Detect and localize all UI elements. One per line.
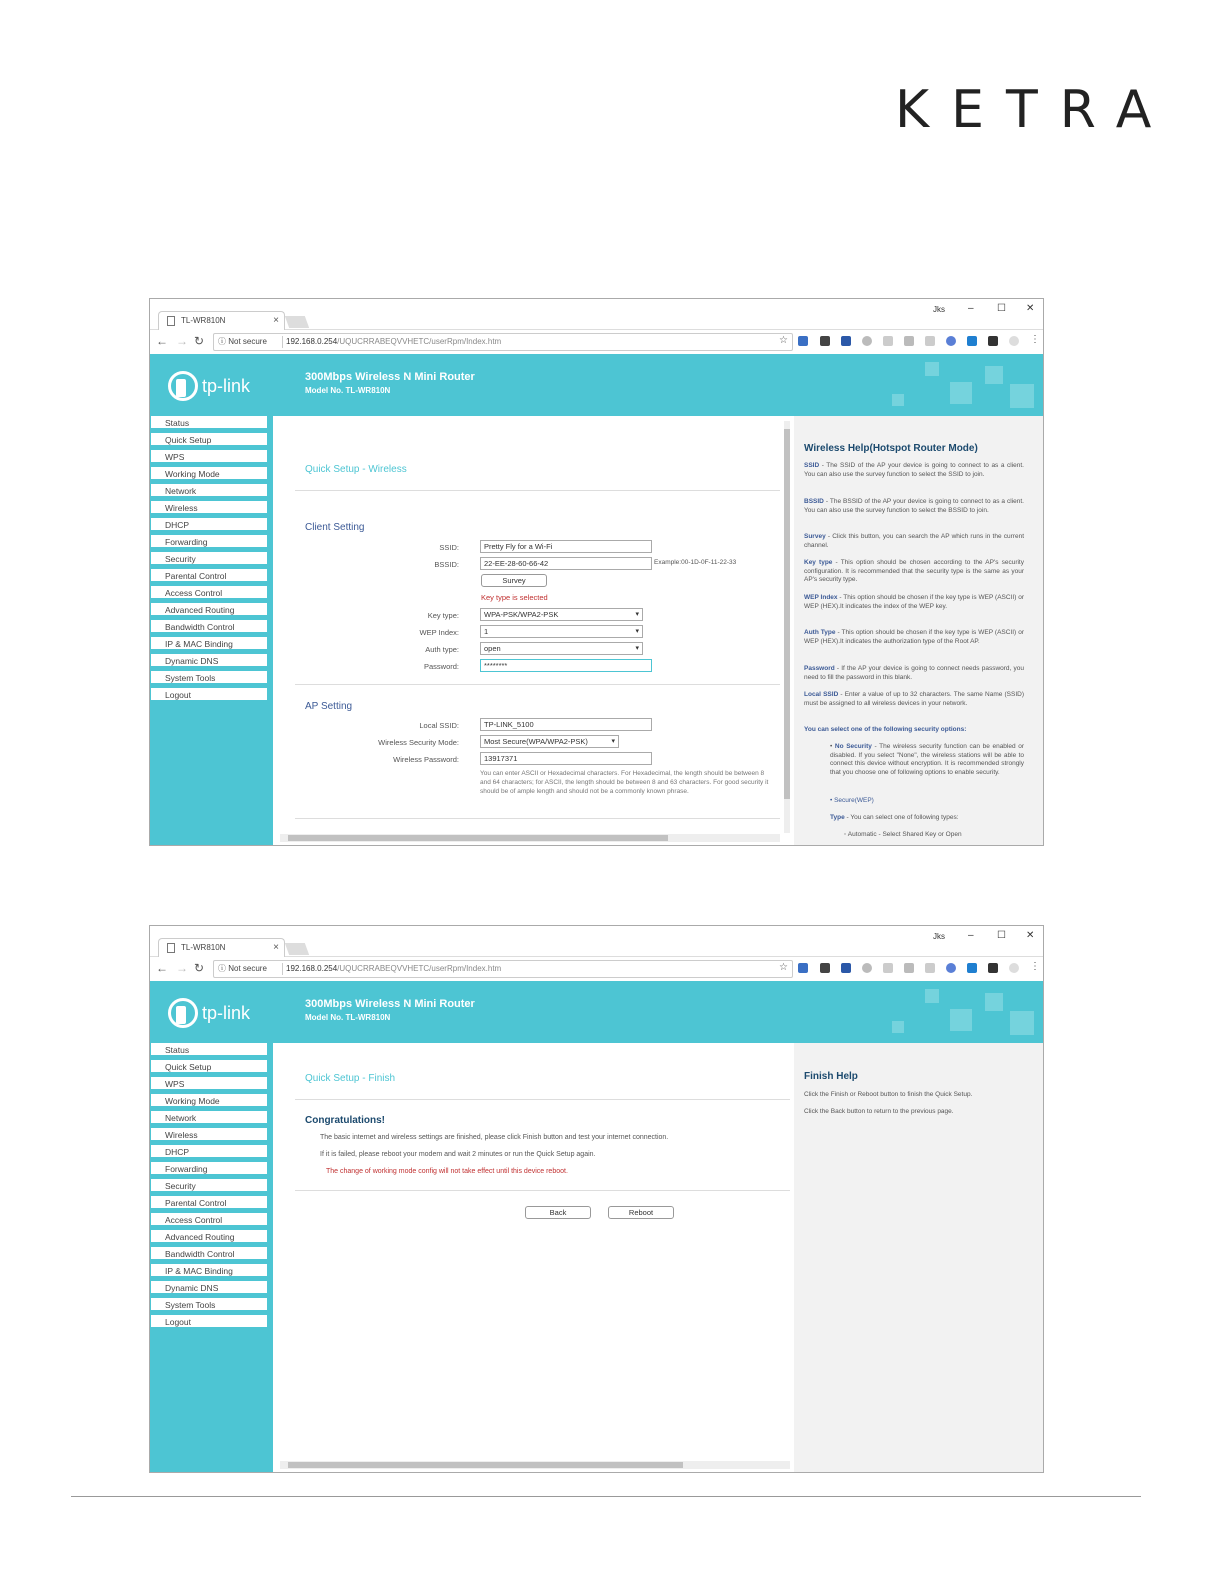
menu-item-security[interactable]: Security [151, 1179, 267, 1193]
user-name[interactable]: Jks [933, 305, 945, 314]
key-type-select[interactable] [480, 608, 643, 621]
router-model: Model No. TL-WR810N [305, 1013, 391, 1022]
main-vertical-scrollbar[interactable] [784, 421, 790, 833]
divider [295, 1190, 790, 1191]
extension-icon[interactable] [862, 336, 872, 346]
reload-icon[interactable]: ↻ [194, 334, 205, 348]
extension-icon[interactable] [925, 336, 935, 346]
help-secure-wep: • Secure(WEP) [830, 797, 874, 804]
url-text[interactable]: 192.168.0.254/UQUCRRABEQVVHETC/userRpm/Index.htm [286, 337, 502, 346]
extension-icon[interactable] [925, 963, 935, 973]
extension-icon[interactable] [967, 963, 977, 973]
extension-icon[interactable] [946, 963, 956, 973]
extension-icon[interactable] [883, 963, 893, 973]
maximize-icon[interactable]: ☐ [997, 303, 1006, 314]
not-secure-label[interactable]: ⓘ Not secure [218, 337, 267, 346]
survey-button[interactable]: Survey [481, 574, 547, 587]
logo-text: tp-link [202, 1003, 251, 1023]
extension-icon[interactable] [988, 963, 998, 973]
menu-item-dhcp[interactable]: DHCP [151, 518, 267, 532]
help-paragraph: Click the Back button to return to the previous page. [804, 1108, 954, 1115]
url-bar[interactable] [213, 333, 793, 351]
help-paragraph: Local SSID - Enter a value of up to 32 characters. The same Name (SSID) must be assigned to all wireless devices in your network. [804, 691, 1024, 707]
help-paragraph: Key type - This option should be chosen according to the AP's security configuration. It is recommended that the security type is the same as your AP's security type. [804, 559, 1024, 583]
wireless-security-mode-select[interactable] [480, 735, 619, 748]
extension-icon[interactable] [1009, 336, 1019, 346]
help-title: Wireless Help(Hotspot Router Mode) [804, 443, 978, 454]
menu-dots-icon[interactable]: ⋮ [1030, 961, 1040, 972]
new-tab-button[interactable] [285, 943, 309, 955]
help-options-heading: You can select one of the following security options: [804, 726, 967, 733]
banner-decoration [985, 993, 1003, 1011]
key-selected-note: Key type is selected [481, 593, 548, 602]
footer-divider [71, 1496, 1141, 1497]
minimize-icon[interactable]: – [968, 930, 974, 941]
extension-icon[interactable] [904, 963, 914, 973]
tp-link-logo-icon [168, 371, 198, 401]
menu-item-forwarding[interactable]: Forwarding [151, 535, 267, 549]
password-note: You can enter ASCII or Hexadecimal characters. For Hexadecimal, the length should be between 8 and 64 characters; for ASCII, the length should be between 8 and 63 characters. For good security it should be of ample length and should not be a commonly known phrase. [480, 770, 769, 795]
menu-item-security[interactable]: Security [151, 552, 267, 566]
tab-title: TL-WR810N [181, 316, 226, 325]
not-secure-label[interactable]: ⓘ Not secure [218, 964, 267, 973]
help-paragraph: WEP Index - This option should be chosen if the key type is WEP (ASCII) or WEP (HEX).It indicates the index of the WEP key. [804, 594, 1024, 610]
logo-text: tp-link [202, 376, 251, 396]
help-panel [794, 1043, 1043, 1472]
extension-icon[interactable] [841, 963, 851, 973]
tp-link-logo-icon [168, 998, 198, 1028]
menu-item-wireless[interactable]: Wireless [151, 1128, 267, 1142]
main-horizontal-scrollbar[interactable] [280, 1461, 790, 1469]
menu-item-bandwidth-control[interactable]: Bandwidth Control [151, 1247, 267, 1261]
extension-icon[interactable] [988, 336, 998, 346]
menu-item-access-control[interactable]: Access Control [151, 1213, 267, 1227]
reboot-warning: The change of working mode config will not take effect until this device reboot. [326, 1168, 568, 1175]
wireless-password-input[interactable]: 13917371 [480, 752, 652, 765]
wireless-password-label: Wireless Password: [393, 755, 459, 764]
extension-icon[interactable] [841, 336, 851, 346]
help-title: Finish Help [804, 1071, 858, 1082]
banner-decoration [892, 394, 904, 406]
menu-item-logout[interactable]: Logout [151, 688, 267, 702]
banner-decoration [950, 382, 972, 404]
extension-icon[interactable] [904, 336, 914, 346]
close-window-icon[interactable]: ✕ [1026, 303, 1035, 314]
bssid-label: BSSID: [434, 560, 459, 569]
help-paragraph: SSID - The SSID of the AP your device is going to connect to as a client. You can also use the survey function to select the SSID to join. [804, 462, 1024, 478]
user-name[interactable]: Jks [933, 932, 945, 941]
menu-item-wireless[interactable]: Wireless [151, 501, 267, 515]
url-separator [282, 963, 283, 975]
scrollbar-thumb[interactable] [784, 429, 790, 799]
address-bar-row [150, 957, 1043, 982]
menu-item-ip-mac-binding[interactable]: IP & MAC Binding [151, 1264, 267, 1278]
auth-type-label: Auth type: [425, 645, 459, 654]
divider [295, 1099, 790, 1100]
wep-index-label: WEP Index: [419, 628, 459, 637]
congratulations-heading: Congratulations! [305, 1115, 385, 1126]
help-paragraph: Click the Finish or Reboot button to finish the Quick Setup. [804, 1091, 973, 1098]
tab-close-icon[interactable]: × [273, 942, 279, 953]
wep-index-value: 1 [484, 627, 489, 636]
extension-icon[interactable] [883, 336, 893, 346]
router-banner [150, 354, 1043, 416]
client-setting-heading: Client Setting [305, 522, 365, 533]
menu-item-advanced-routing[interactable]: Advanced Routing [151, 603, 267, 617]
menu-item-quick-setup[interactable]: Quick Setup [151, 433, 267, 447]
page-title: Quick Setup - Finish [305, 1073, 396, 1084]
auth-type-select[interactable] [480, 642, 643, 655]
tab-strip [150, 926, 1043, 957]
sidebar-menu [150, 416, 273, 845]
tab-title: TL-WR810N [181, 943, 226, 952]
menu-item-system-tools[interactable]: System Tools [151, 671, 267, 685]
browser-tab[interactable] [158, 311, 285, 330]
url-separator [282, 336, 283, 348]
menu-item-dhcp[interactable]: DHCP [151, 1145, 267, 1159]
bssid-example: Example:00-1D-0F-11-22-33 [654, 559, 737, 566]
main-horizontal-scrollbar[interactable] [280, 834, 780, 842]
password-input[interactable]: ******** [480, 659, 652, 672]
password-label: Password: [423, 662, 459, 671]
help-paragraph: Password - If the AP your device is going to connect needs password, you need to fill the password in this blank. [804, 665, 1024, 681]
retry-message: If it is failed, please reboot your modem and wait 2 minutes or run the Quick Setup again. [320, 1151, 596, 1158]
minimize-icon[interactable]: – [968, 303, 974, 314]
back-button[interactable]: Back [525, 1206, 591, 1219]
banner-decoration [950, 1009, 972, 1031]
back-arrow-icon[interactable]: ← [156, 961, 168, 975]
ssid-label: SSID: [439, 543, 459, 552]
extension-icon[interactable] [820, 336, 830, 346]
router-banner [150, 981, 1043, 1043]
router-model: Model No. TL-WR810N [305, 386, 391, 395]
extension-icon[interactable] [946, 336, 956, 346]
key-type-label: Key type: [427, 611, 459, 620]
menu-item-quick-setup[interactable]: Quick Setup [151, 1060, 267, 1074]
menu-item-dynamic-dns[interactable]: Dynamic DNS [151, 1281, 267, 1295]
tab-strip [150, 299, 1043, 330]
menu-item-working-mode[interactable]: Working Mode [151, 1094, 267, 1108]
menu-item-system-tools[interactable]: System Tools [151, 1298, 267, 1312]
key-type-value: WPA-PSK/WPA2-PSK [484, 610, 559, 619]
brand-logo: KETRA [895, 80, 1174, 140]
maximize-icon[interactable]: ☐ [997, 930, 1006, 941]
extension-icon[interactable] [798, 336, 808, 346]
extension-icon[interactable] [862, 963, 872, 973]
new-tab-button[interactable] [285, 316, 309, 328]
menu-item-wps[interactable]: WPS [151, 450, 267, 464]
finish-message: The basic internet and wireless settings are finished, please click Finish button and test your internet connection. [320, 1134, 669, 1141]
document-icon [167, 943, 175, 953]
back-arrow-icon[interactable]: ← [156, 334, 168, 348]
banner-decoration [892, 1021, 904, 1033]
wireless-security-mode-value: Most Secure(WPA/WPA2-PSK) [484, 737, 588, 746]
menu-item-access-control[interactable]: Access Control [151, 586, 267, 600]
extension-icon[interactable] [820, 963, 830, 973]
extension-icon[interactable] [1009, 963, 1019, 973]
help-paragraph: BSSID - The BSSID of the AP your device is going to connect to as a client. You can also use the survey function to select the BSSID to join. [804, 498, 1024, 514]
menu-item-network[interactable]: Network [151, 1111, 267, 1125]
menu-item-status[interactable]: Status [151, 1043, 267, 1057]
extension-icon[interactable] [967, 336, 977, 346]
wireless-security-mode-label: Wireless Security Mode: [378, 738, 459, 747]
document-icon [167, 316, 175, 326]
divider [295, 684, 780, 685]
ap-setting-heading: AP Setting [305, 701, 353, 712]
auth-type-value: open [484, 644, 501, 653]
menu-item-logout[interactable]: Logout [151, 1315, 267, 1329]
help-paragraph: Survey - Click this button, you can search the AP which runs in the current channel. [804, 533, 1024, 549]
help-paragraph: Auth Type - This option should be chosen if the key type is WEP (ASCII) or WEP (HEX).It indicates the authorization type of the Root AP. [804, 629, 1025, 645]
local-ssid-input[interactable]: TP-LINK_5100 [480, 718, 652, 731]
router-title: 300Mbps Wireless N Mini Router [305, 998, 475, 1010]
wep-index-select[interactable] [480, 625, 643, 638]
browser-window-finish [149, 925, 1044, 1473]
close-window-icon[interactable]: ✕ [1026, 930, 1035, 941]
extension-icon[interactable] [798, 963, 808, 973]
bookmark-star-icon[interactable]: ☆ [779, 335, 788, 346]
banner-decoration [1010, 384, 1034, 408]
divider [295, 490, 780, 491]
local-ssid-label: Local SSID: [419, 721, 459, 730]
menu-item-forwarding[interactable]: Forwarding [151, 1162, 267, 1176]
scrollbar-thumb[interactable] [288, 835, 668, 841]
menu-item-bandwidth-control[interactable]: Bandwidth Control [151, 620, 267, 634]
banner-decoration [985, 366, 1003, 384]
menu-item-wps[interactable]: WPS [151, 1077, 267, 1091]
reboot-button[interactable]: Reboot [608, 1206, 674, 1219]
menu-item-status[interactable]: Status [151, 416, 267, 430]
menu-item-advanced-routing[interactable]: Advanced Routing [151, 1230, 267, 1244]
forward-arrow-icon[interactable]: → [176, 334, 188, 348]
forward-arrow-icon[interactable]: → [176, 961, 188, 975]
ssid-input[interactable]: Pretty Fly for a Wi-Fi [480, 540, 652, 553]
main-content [273, 1043, 794, 1472]
divider [295, 818, 780, 819]
menu-item-working-mode[interactable]: Working Mode [151, 467, 267, 481]
router-title: 300Mbps Wireless N Mini Router [305, 371, 475, 383]
bssid-input[interactable]: 22-EE-28-60-66-42 [480, 557, 652, 570]
browser-tab[interactable] [158, 938, 285, 957]
address-bar-row [150, 330, 1043, 355]
help-no-security: • No Security - The wireless security function can be enabled or disabled. If you select "None", the wireless stations will be able to connect this device without encryption. It is recommended strongly that you choose one of following options to enable security. [830, 743, 1024, 776]
banner-decoration [925, 989, 939, 1003]
main-content [273, 416, 790, 845]
browser-window-wireless [149, 298, 1044, 846]
tab-close-icon[interactable]: × [273, 315, 279, 326]
menu-item-parental-control[interactable]: Parental Control [151, 569, 267, 583]
menu-dots-icon[interactable]: ⋮ [1030, 334, 1040, 345]
banner-decoration [1010, 1011, 1034, 1035]
menu-item-network[interactable]: Network [151, 484, 267, 498]
help-automatic: ◦ Automatic - Select Shared Key or Open [844, 831, 962, 838]
banner-decoration [925, 362, 939, 376]
sidebar-menu [150, 1043, 273, 1472]
menu-item-ip-mac-binding[interactable]: IP & MAC Binding [151, 637, 267, 651]
help-type: Type - You can select one of following types: [830, 814, 959, 821]
scrollbar-thumb[interactable] [288, 1462, 683, 1468]
bookmark-star-icon[interactable]: ☆ [779, 962, 788, 973]
page-title: Quick Setup - Wireless [305, 464, 407, 475]
menu-item-parental-control[interactable]: Parental Control [151, 1196, 267, 1210]
url-bar[interactable] [213, 960, 793, 978]
help-panel [794, 416, 1043, 845]
reload-icon[interactable]: ↻ [194, 961, 205, 975]
menu-item-dynamic-dns[interactable]: Dynamic DNS [151, 654, 267, 668]
url-text[interactable]: 192.168.0.254/UQUCRRABEQVVHETC/userRpm/Index.htm [286, 964, 502, 973]
